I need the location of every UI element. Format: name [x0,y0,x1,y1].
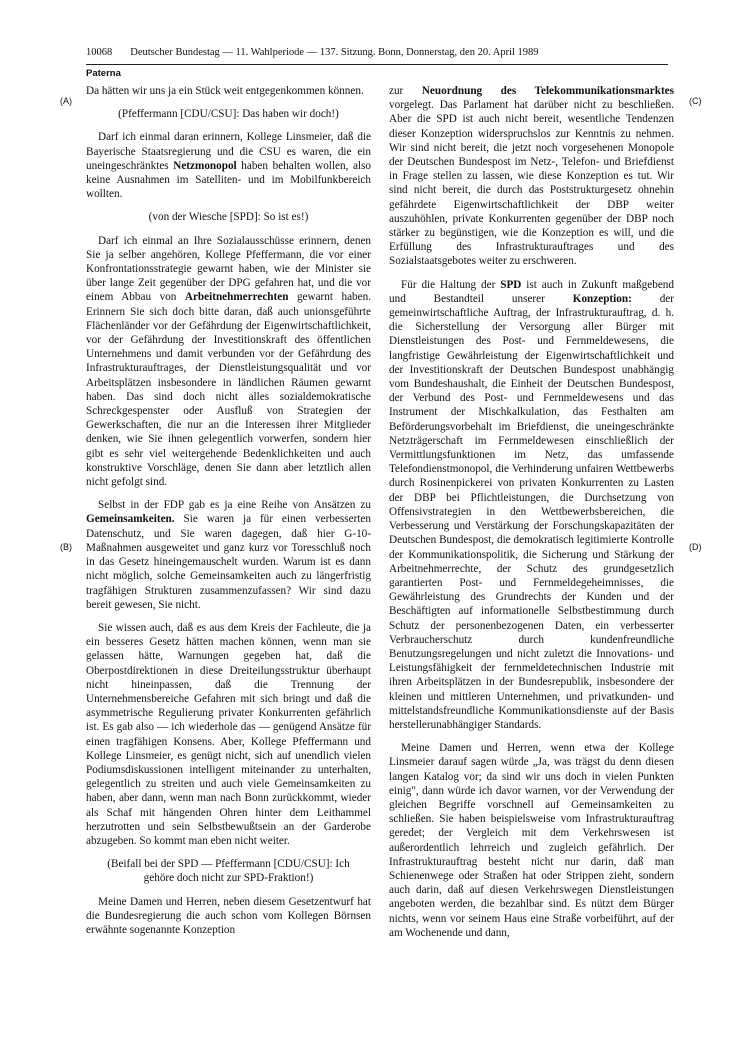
paragraph-text: Selbst in der FDP gab es ja eine Reihe von Ansätzen zu [98,499,371,512]
paragraph-text: Sie waren ja für einen verbesserten Datenschutz, und Sie waren dagegen, daß hier G-10-Maßnahmen ausgeweitet und ganz kurz vor Toresschluß noch in das Gesetz hineingemauschelt wurden. Warum ist es dann nicht möglich, solche Gemeinsamkeiten auch zu längerfristig tragfähigen Strukturen zusammenzufassen? Wir sind dazu bereit gewesen, Sie nicht. [86,513,371,611]
paragraph [86,130,371,201]
margin-marker-a: (A) [60,96,72,106]
paragraph-text: der gemeinwirtschaftliche Auftrag, der Infrastrukturauftrag, d. h. die Sicherstellung der Versorgung aller Bürger mit Dienstleistungen des Post- und Fernmeldewesens, die langfristige Gewährleistung der Eigenwirtschaftlichkeit und der Investitionskraft der Deutschen Bundespost unabhängig vom Bundeshaushalt, die Einheit der Deutschen Bundespost, der Verbund des Post- und Fernmeldewesens und das Instrument der Mischkalkulation, das Festhalten am Beförderungsvorbehalt im Briefdienst, die uneingeschränkte Netzträgerschaft im Fernmeldewesen einschließlich der Vermittlungsfunktionen im Netz, das umfassende Telefondienstmonopol, die Verhinderung unfairen Wettbewerbs durch Rosinenpickerei von privaten Konkurrenten zu Lasten der DBP bei Pflichtleistungen, die Durchsetzung von Offensivstrategien in den Wettbewerbsbereichen, die Verbesserung und Verstärkung der Forschungskapazitäten der Deutschen Bundespost, die demokratisch legitimierte Kontrolle der Kommunikationspolitik, die Sicherung und Stärkung der Arbeitnehmerrechte, der Schutz des grundgesetzlich garantierten Post- und Fernmeldegeheimnisses, die Gewährleistung des Grundrechts der Kunden und der Beschäftigten auf informationelle Selbstbestimmung durch Schutz der personenbezogenen Daten, ein verbesserter Verbraucherschutz durch kundenfreundliche Benutzungsregelungen und nicht zuletzt die Innovations- und Leistungsfähigkeit der fernmeldetechnischen Industrie mit ihren Arbeitsplätzen in der Bundesrepublik, insbesondere der kleinen und mittleren Unternehmen, und privatkunden- und mittelstandsfreundliche Kommunikationsdienste auf der Basis herstellerunabhängiger Standards. [389,292,674,731]
interjection-text: (Pfeffermann [CDU/CSU]: Das haben wir doch!) [118,108,339,121]
left-column [86,84,371,946]
paragraph-text: Darf ich einmal daran erinnern, Kollege Linsmeier, daß die Bayerische Staatsregierung und die CSU es waren, die ein uneingeschränktes [86,131,371,172]
paragraph [389,84,674,269]
margin-marker-d: (D) [689,542,702,552]
paragraph-text: Für die Haltung der [401,278,501,291]
interjection-text: (Beifall bei der SPD — Pfeffermann [CDU/CSU]: Ich gehöre doch nicht zur SPD-Fraktion!) [107,858,350,885]
header-rule [86,64,668,65]
paragraph-text: Da hätten wir uns ja ein Stück weit entgegenkommen können. [86,85,364,97]
paragraph-text: vorgelegt. Das Parlament hat darüber nicht zu beschließen. Aber die SPD ist auch nicht bereit, wesentliche Tendenzen dieser Konzeption widerspruchslos zur Kenntnis zu nehmen. Wir sind nicht bereit, die jetzt noch vorgesehenen Monopole der Deutschen Bundespost im Netz-, Telefon- und Briefdienst in Frage stellen zu lassen, wie diese Konzeption es tut. Wir sind nicht bereit, die durch das Poststrukturgesetz ohnehin gefährdete Eigenwirtschaftlichkeit der DBP weiter auszuhöhlen, private Konkurrenten gegenüber der DBP noch stärker zu begünstigen, wie die Konzeption es will, und die Erfüllung des Infrastrukturauftrages und des Sozialstaatsgebotes weiter zu erschweren. [389,99,674,268]
interjection [86,107,371,121]
paragraph-text: haben behalten wollen, also keine Ausnahmen im Satelliten- und im Mobilfunkbereich wollten. [86,159,372,201]
bold-term: Netzmonopol [173,159,237,172]
margin-marker-c: (C) [689,96,702,106]
paragraph [86,84,371,98]
paragraph-text: Darf ich einmal an Ihre Sozialausschüsse erinnern, denen Sie ja selber angehören, Kollege Pfeffermann, die vor einer Konfrontationsstrategie gewarnt haben, wie der Minister sie über lange Zeit gegenüber der DPG gefahren hat, und die vor einem Abbau von [86,234,371,304]
bold-term: Gemeinsamkeiten. [86,513,175,526]
margin-marker-b: (B) [60,542,72,552]
bold-term: SPD [500,278,522,291]
paragraph-text: ist auch in Zukunft maßgebend und Bestandteil unserer [389,278,674,305]
paragraph [86,621,371,848]
paragraph [86,498,371,612]
paragraph [389,278,674,733]
interjection [86,857,371,885]
page-header [86,46,666,60]
paragraph-text: Meine Damen und Herren, wenn etwa der Kollege Linsmeier darauf sagen würde „Ja, was trägst du denn diesen langen Katalog vor; da sind wir uns doch in vielen Punkten einig", dann würde ich davor warnen, vor der Verwendung der gleichen Begriffe vorschnell auf Gemeinsamkeiten zu schließen. Sie haben beispielsweise vom Infrastrukturauftrag geredet; der Vergleich mit dem Verkehrswesen ist außerordentlich lehrreich und zugleich gefährlich. Der Infrastrukturauftrag besteht nicht nur darin, daß man Schienenwege oder Straßen hat oder Strippen zieht, sondern auch darin, daß auf diesen Verkehrswegen Dienstleistungen angeboten werden, die bezahlbar sind. Es nützt dem Bürger nichts, wenn vor seinem Haus eine Straße vorbeiführt, auf der am Wochenende und dann, [389,742,674,939]
paragraph [86,234,371,490]
bold-term: Konzeption: [572,292,632,305]
paragraph-text: Sie wissen auch, daß es aus dem Kreis der Fachleute, die ja ein besseres Gesetz hätten machen können, wenn man sie gelassen hätte, Warnungen gegeben hat, daß die Oberpostdirektionen in diese Dreiteilungsstruktur überhaupt nicht hineinpassen, daß die Trennung der Unternehmensbereiche Gefahren mit sich bringt und daß die asymmetrische Regulierung privater Konkurrenten gefährlich ist. Es gab also — ich wiederhole das — genügend Ansätze für einen tragfähigen Konsens. Aber, Kollege Pfeffermann und Kollege Linsmeier, es genügt nicht, sich auf unendlich vielen Podiumsdiskussionen intelligent miteinander zu unterhalten, gelegentlich zu streiten und auch viele Gemeinsamkeiten zu haben, aber dann, wenn man nach Bonn zurückkommt, wieder als Schaf mit hängenden Ohren hinter dem Leithammel herzutrotten und sein Selbstbewußtsein an der Garderobe abzugeben. So kommt man eben nicht weiter. [86,621,371,847]
interjection [86,210,371,224]
speaker-name: Paterna [86,68,121,79]
paragraph [86,895,371,938]
running-title: Deutscher Bundestag — 11. Wahlperiode — 137. Sitzung. Bonn, Donnerstag, den 20. April 1989 [130,47,539,58]
paragraph-text: gewarnt haben. Erinnern Sie sich doch bitte daran, daß auch unionsgeführte Flächenländer vor der Gefährdung der Eigenwirtschaftlichkeit, vor der Gefährdung der Investitionskraft des öffentlichen Unternehmens und damit verbunden vor der Gefährdung des Infrastrukturauftrages, der Dienstleistungsqualität und vor Arbeitsplätzen insbesondere in ländlichen Räumen gewarnt haben. Das sind doch nicht alles sozialdemokratische Schreckgespenster oder Ausfluß von Strategien der Gewerkschaften, die nur an die Interessen ihrer Mitglieder denken, wie Sie ihnen gelegentlich vorwerfen, sondern hier gibt es sehr viel weitergehende Bedenklichkeiten und auch konstruktive Vorschläge, denen Sie dann aber letztlich allen nicht gefolgt sind. [86,291,372,489]
page-number: 10068 [86,47,113,58]
paragraph-text: Meine Damen und Herren, neben diesem Gesetzentwurf hat die Bundesregierung die auch schon vom Kollegen Börnsen erwähnte sogenannte Konzeption [86,895,371,936]
bold-term: Arbeitnehmerrechten [184,291,289,304]
paragraph [389,741,674,940]
right-column [389,84,674,949]
bold-term: Neuordnung des Telekommunikationsmarktes [421,85,674,97]
paragraph-text: zur [389,85,422,97]
interjection-text: (von der Wiesche [SPD]: So ist es!) [148,211,309,224]
